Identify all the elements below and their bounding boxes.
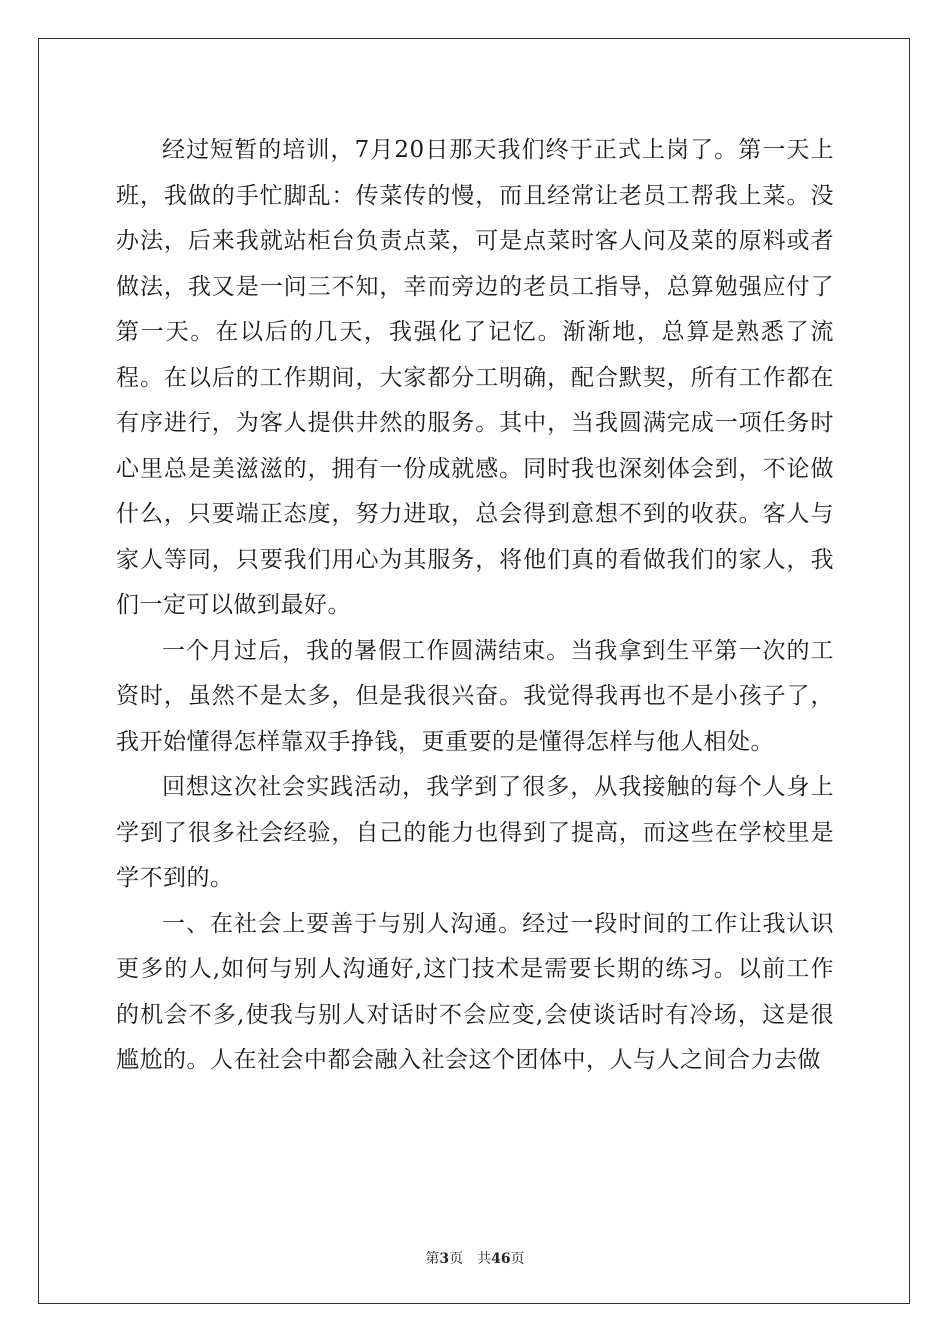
paragraph-2: 一个月过后，我的暑假工作圆满结束。当我拿到生平第一次的工资时，虽然不是太多，但是我很兴奋。我觉得我再也不是小孩子了，我开始懂得怎样靠双手挣钱，更重要的是懂得怎样与他人相处。	[116, 637, 834, 755]
total-pages: 46	[491, 1251, 511, 1267]
total-suffix: 页	[510, 1251, 525, 1267]
paragraph-1: 经过短暂的培训，7月20日那天我们终于正式上岗了。第一天上班，我做的手忙脚乱：传菜传的慢，而且经常让老员工帮我上菜。没办法，后来我就站柜台负责点菜，可是点菜时客人问及菜的原料或者做法，我又是一问三不知，幸而旁边的老员工指导，总算勉强应付了第一天。在以后的几天，我强化了记忆。渐渐地，总算是熟悉了流程。在以后的工作期间，大家都分工明确，配合默契，所有工作都在有序进行，为客人提供井然的服务。其中，当我圆满完成一项任务时心里总是美滋滋的，拥有一份成就感。同时我也深刻体会到，不论做什么，只要端正态度，努力进取，总会得到意想不到的收获。客人与家人等同，只要我们用心为其服务，将他们真的看做我们的家人，我们一定可以做到最好。	[116, 137, 834, 618]
paragraph-4: 一、在社会上要善于与别人沟通。经过一段时间的工作让我认识更多的人,如何与别人沟通好,这门技术是需要长期的练习。以前工作的机会不多,使我与别人对话时不会应变,会使谈话时有冷场，这是很尴尬的。人在社会中都会融入社会这个团体中，人与人之间合力去做	[116, 910, 834, 1073]
paragraph-3: 回想这次社会实践活动，我学到了很多，从我接触的每个人身上学到了很多社会经验，自己的能力也得到了提高，而这些在学校里是学不到的。	[116, 774, 834, 891]
total-prefix: 共	[477, 1251, 492, 1267]
page-number: 3	[439, 1251, 450, 1267]
document-body	[116, 128, 834, 1084]
page-suffix: 页	[449, 1251, 464, 1267]
page-prefix: 第	[425, 1251, 440, 1267]
page-footer	[0, 1248, 950, 1268]
